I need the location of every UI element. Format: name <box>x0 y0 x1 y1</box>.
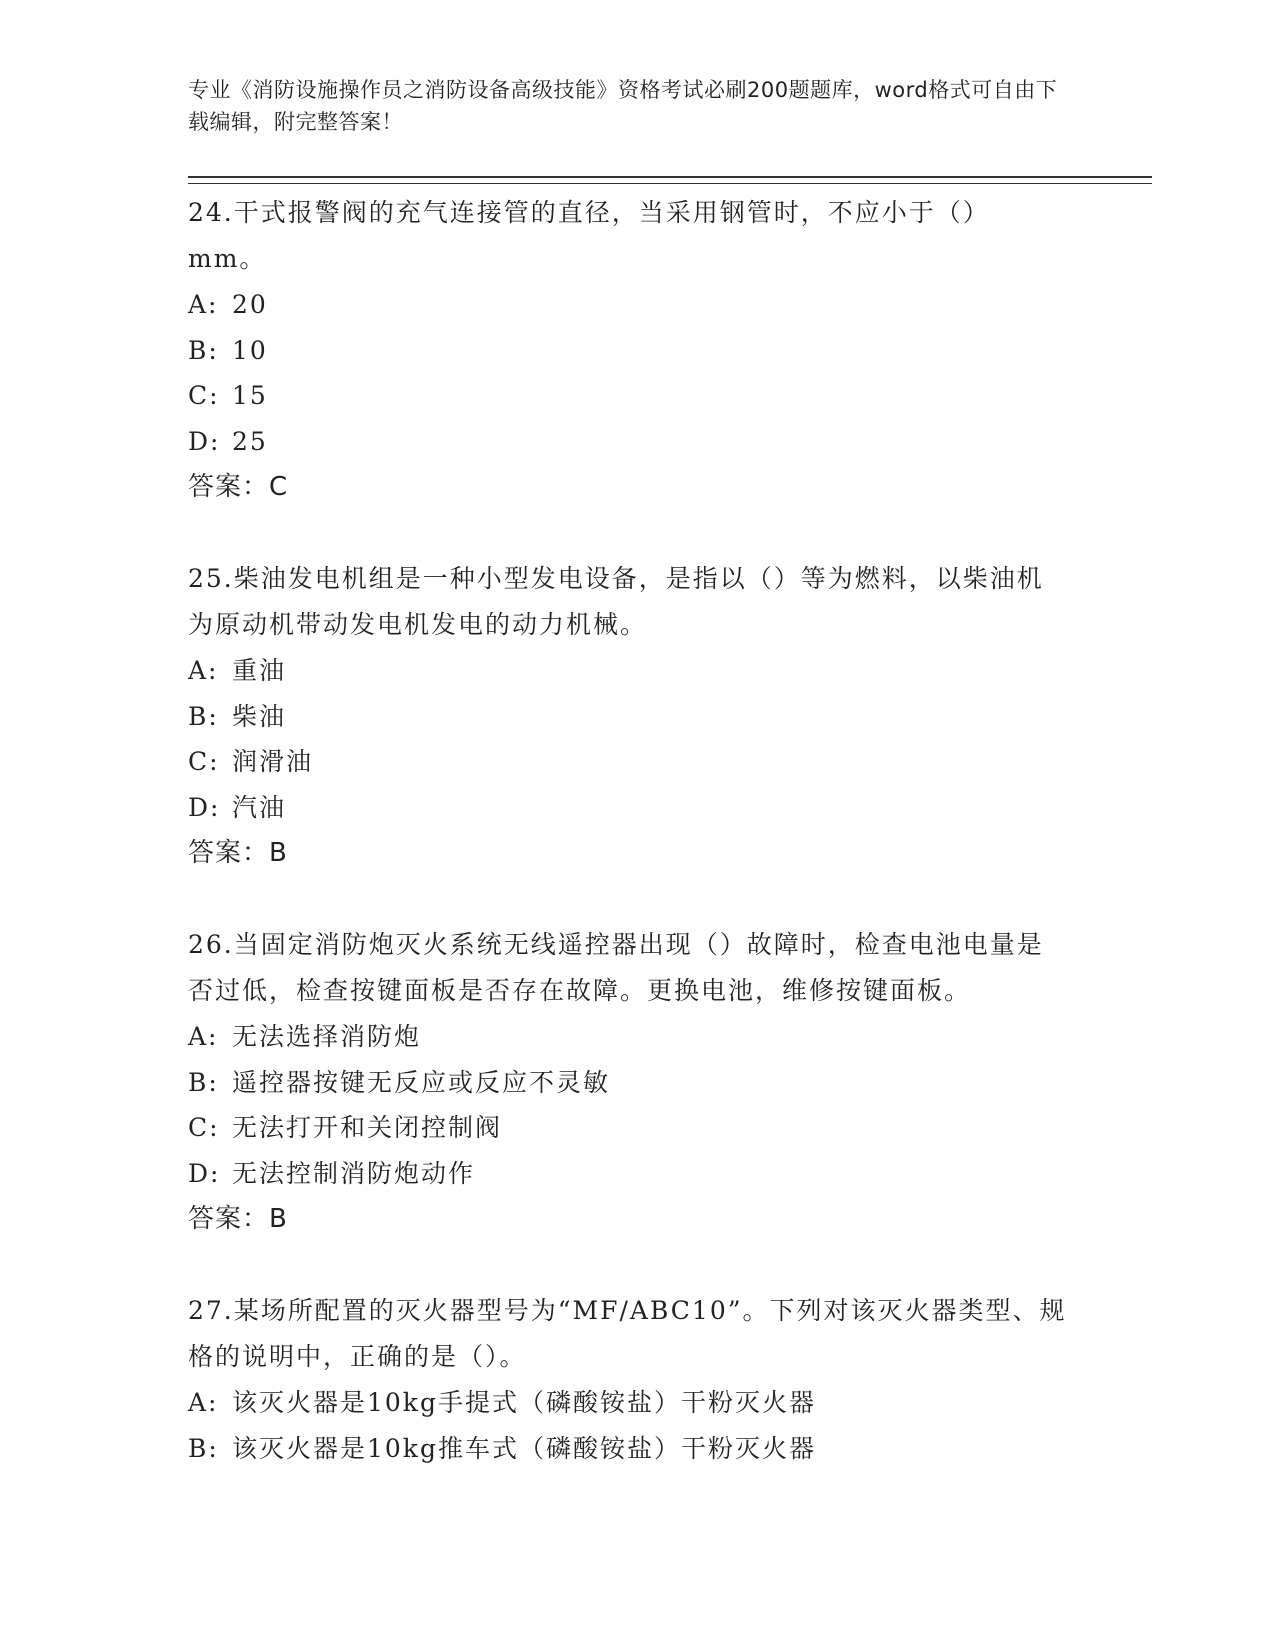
option-text: 25 <box>232 426 268 456</box>
option-text: 柴油 <box>232 701 287 731</box>
question-26 <box>188 922 1068 1242</box>
option-text: 润滑油 <box>232 747 314 776</box>
option-letter: A: <box>188 1022 219 1051</box>
option-a <box>188 1380 1068 1426</box>
option-letter: D: <box>188 426 221 456</box>
question-text: 24.干式报警阀的充气连接管的直径，当采用钢管时，不应小于（）mm。 <box>188 198 990 273</box>
header-divider-thick <box>188 176 1152 178</box>
option-b <box>188 694 1068 740</box>
question-list <box>188 190 1068 1517</box>
option-d <box>188 1151 1068 1197</box>
answer-label: 答案：C <box>188 472 289 502</box>
option-letter: A: <box>188 290 219 319</box>
option-a <box>188 282 1068 328</box>
option-a <box>188 648 1068 694</box>
document-intro: 专业《消防设施操作员之消防设备高级技能》资格考试必刷200题题库，word格式可自由下载编辑，附完整答案！ <box>188 78 1058 134</box>
option-a <box>188 1014 1068 1060</box>
option-b <box>188 328 1068 374</box>
option-text: 10 <box>232 335 268 365</box>
option-c <box>188 1105 1068 1151</box>
option-letter: B: <box>188 1433 219 1463</box>
option-text: 重油 <box>232 656 287 685</box>
option-letter: B: <box>188 335 219 365</box>
option-letter: C: <box>188 381 220 410</box>
question-text: 27.某场所配置的灭火器型号为“MF/ABC10”。下列对该灭火器类型、规格的说明中，正确的是（）。 <box>188 1296 1067 1371</box>
question-text: 26.当固定消防炮灭火系统无线遥控器出现（）故障时，检查电池电量是否过低，检查按键面板是否存在故障。更换电池，维修按键面板。 <box>188 930 1044 1005</box>
header-divider-thin <box>188 183 1152 184</box>
option-text: 15 <box>232 381 268 410</box>
option-letter: A: <box>188 1388 219 1417</box>
option-text: 该灭火器是10kg推车式（磷酸铵盐）干粉灭火器 <box>232 1433 816 1463</box>
option-letter: A: <box>188 656 219 685</box>
answer-label: 答案：B <box>188 1204 288 1234</box>
option-text: 汽油 <box>232 792 287 822</box>
option-c <box>188 739 1068 785</box>
answer-label: 答案：B <box>188 838 288 868</box>
question-text: 25.柴油发电机组是一种小型发电设备，是指以（）等为燃料，以柴油机为原动机带动发电机发电的动力机械。 <box>188 564 1044 639</box>
option-text: 遥控器按键无反应或反应不灵敏 <box>232 1067 611 1097</box>
option-letter: B: <box>188 1067 219 1097</box>
option-letter: C: <box>188 1113 220 1142</box>
option-b <box>188 1060 1068 1106</box>
option-c <box>188 373 1068 419</box>
option-letter: C: <box>188 747 220 776</box>
option-d <box>188 785 1068 831</box>
question-24 <box>188 190 1068 510</box>
option-letter: B: <box>188 701 219 731</box>
option-text: 无法选择消防炮 <box>232 1022 422 1051</box>
option-text: 无法控制消防炮动作 <box>232 1158 476 1188</box>
option-letter: D: <box>188 1158 221 1188</box>
option-b <box>188 1426 1068 1472</box>
option-text: 20 <box>232 290 268 319</box>
option-text: 无法打开和关闭控制阀 <box>232 1113 503 1142</box>
option-d <box>188 419 1068 465</box>
question-25 <box>188 556 1068 876</box>
question-27 <box>188 1288 1068 1471</box>
option-text: 该灭火器是10kg手提式（磷酸铵盐）干粉灭火器 <box>232 1388 816 1417</box>
option-letter: D: <box>188 792 221 822</box>
